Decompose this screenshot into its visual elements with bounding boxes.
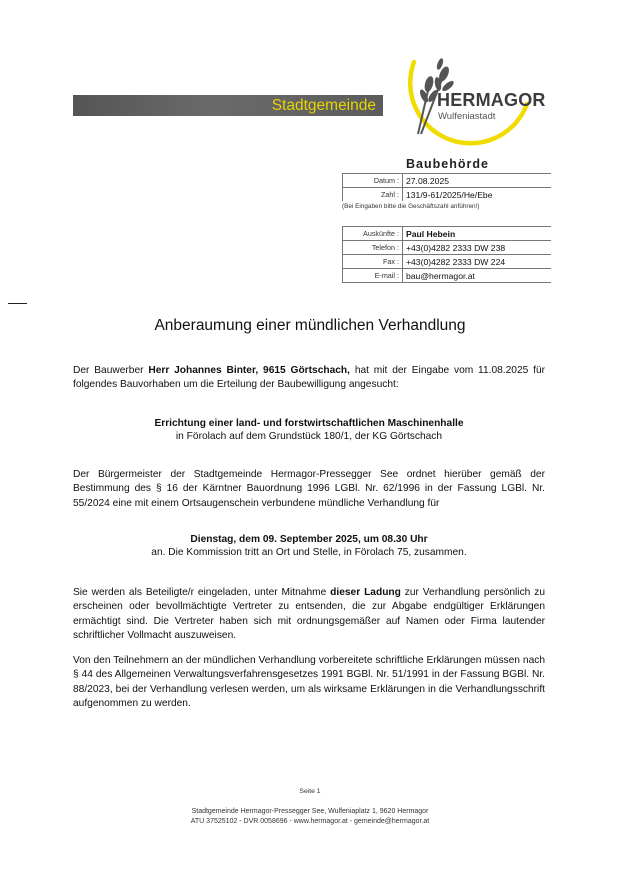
text: Der Bauwerber xyxy=(73,365,149,376)
file-number-value: 131/9-61/2025/He/Ebe xyxy=(403,188,552,202)
authority-name: Baubehörde xyxy=(406,157,489,171)
reference-row-date xyxy=(343,174,552,188)
contact-label: Telefon : xyxy=(343,241,403,255)
project-title: Errichtung einer land- und forstwirtschaftlichen Maschinenhalle xyxy=(154,418,464,429)
file-number-label: Zahl : xyxy=(343,188,403,202)
applicant-name: Herr Johannes Binter, 9615 Görtschach, xyxy=(148,365,350,376)
reference-row-number xyxy=(343,188,552,202)
reference-table xyxy=(342,173,551,201)
contact-label: Fax : xyxy=(343,255,403,269)
paragraph-declarations: Von den Teilnehmern an der mündlichen Verhandlung vorbereitete schriftliche Erklärungen müssen nach § 44 des Allgemeinen Verwaltungsverfahrensgesetzes 1991 BGBl. Nr. 51/1991 in der Fassung BGBl. Nr. 88/2023, bei der Verhandlung verlesen werden, um als wirksame Erklärungen in die Verhandlungsschrift aufgenommen zu werden. xyxy=(73,655,545,709)
footer-line-2: ATU 37525102 - DVR 0058696 - www.hermagor.at - gemeinde@hermagor.at xyxy=(190,818,430,825)
fold-mark xyxy=(8,303,27,304)
banner-label: Stadtgemeinde xyxy=(271,97,376,114)
contact-row xyxy=(343,255,552,269)
footer-line-1: Stadtgemeinde Hermagor-Pressegger See, Wulfeniaplatz 1, 9620 Hermagor xyxy=(191,808,429,815)
contact-row xyxy=(343,269,552,283)
text: Sie werden als Beteiligte/r eingeladen, unter Mitnahme xyxy=(73,587,331,598)
contact-person: Paul Hebein xyxy=(403,227,552,241)
contact-label: E-mail : xyxy=(343,269,403,283)
text: zur Verhandlung persönlich zu erscheinen oder bevollmächtigte Vertreter zu entsenden, die zur Abgabe endgültiger Erklärungen ermächtigt sind. Die Vertreter haben sich mit ordnungsgemäßer auf Namen oder Firma lautender schriftlicher Vollmacht auszuweisen. xyxy=(73,587,545,641)
contact-table xyxy=(342,226,551,283)
footer-address xyxy=(0,807,620,827)
project-block xyxy=(73,417,545,443)
contact-label: Auskünfte : xyxy=(343,227,403,241)
fax-value: +43(0)4282 2333 DW 224 xyxy=(403,255,552,269)
phone-value: +43(0)4282 2333 DW 238 xyxy=(403,241,552,255)
email-value: bau@hermagor.at xyxy=(403,269,552,283)
hearing-date-block xyxy=(73,533,545,559)
hearing-date: Dienstag, dem 09. September 2025, um 08.30 Uhr xyxy=(190,534,428,545)
text: hat mit der Eingabe vom 11.08.2025 für folgendes Bauvorhaben um die Erteilung der Baubewilligung angesucht: xyxy=(73,365,546,391)
page-number: Seite 1 xyxy=(299,788,321,795)
contact-row xyxy=(343,227,552,241)
logo-name: HERMAGOR xyxy=(437,90,546,110)
paragraph-invitation xyxy=(73,586,545,643)
date-label: Datum : xyxy=(343,174,403,188)
summons-emphasis: dieser Ladung xyxy=(330,587,401,598)
hearing-location: an. Die Kommission tritt an Ort und Stelle, in Förolach 75, zusammen. xyxy=(151,547,467,558)
paragraph-legal-basis: Der Bürgermeister der Stadtgemeinde Hermagor-Pressegger See ordnet hierüber gemäß der Bestimmung des § 16 der Kärntner Bauordnung 1996 LGBl. Nr. 62/1996 in der Fassung LGBl. Nr. 55/2024 eine mit einem Ortsaugenschein verbundene mündliche Verhandlung für xyxy=(73,469,545,509)
reference-hint: (Bei Eingaben bitte die Geschäftszahl anführen!) xyxy=(342,203,480,210)
contact-row xyxy=(343,241,552,255)
document-title: Anberaumung einer mündlichen Verhandlung xyxy=(154,317,466,334)
date-value: 27.08.2025 xyxy=(403,174,552,188)
paragraph-applicant xyxy=(73,364,545,393)
project-location: in Förolach auf dem Grundstück 180/1, der KG Görtschach xyxy=(175,431,443,442)
logo-subtitle: Wulfeniastadt xyxy=(438,111,496,122)
